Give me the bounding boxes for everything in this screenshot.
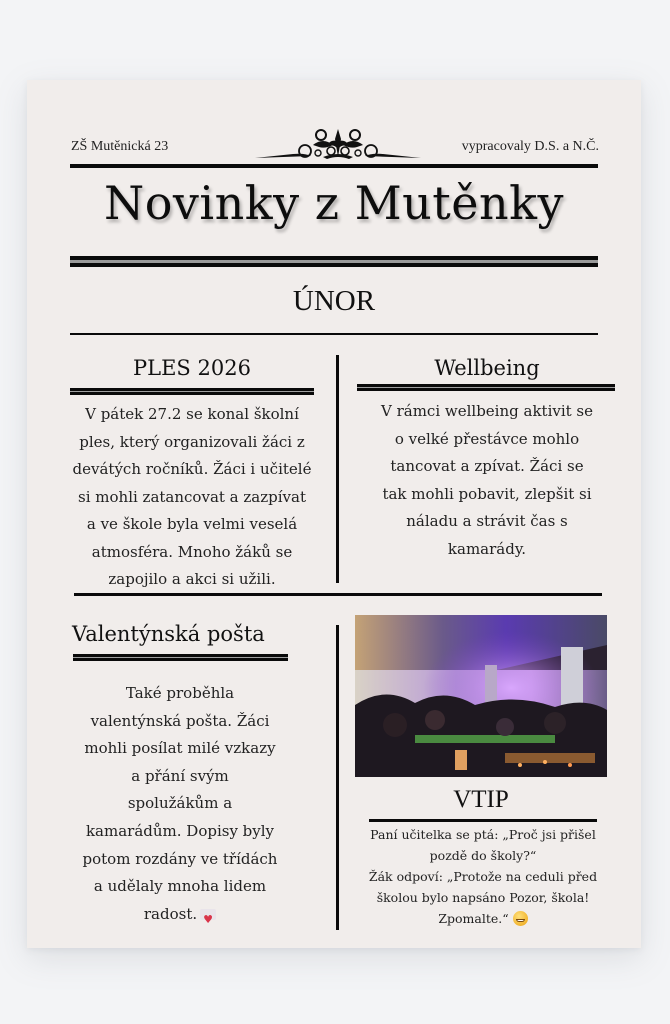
article-body-ples: V pátek 27.2 se konal školní ples, který organizovali žáci z devátých ročníků. Žáci i učitelé si mohli zatancovat a zazpívat a ve škole byla velmi veselá atmosféra. Mnoho žáků se zapojilo a akci si užili. — [72, 405, 312, 588]
ball-photo — [355, 615, 607, 777]
article-rule-vtip — [369, 819, 597, 822]
love-letter-icon — [200, 909, 216, 920]
column-divider-top — [336, 355, 339, 583]
issue-month: ÚNOR — [292, 285, 376, 317]
article-body-vtip: Paní učitelka se ptá: „Proč jsi přišel pozdě do školy?“ Žák odpoví: „Protože na ceduli před školou bylo napsáno Pozor, škola! Zpomalte.“ — [368, 827, 598, 926]
article-body-wellbeing: V rámci wellbeing aktivit se o velké přestávce mohlo tancovat a zpívat. Žáci se tak mohli pobavit, zlepšit si náladu a strávit čas s kamarády. — [380, 402, 594, 558]
article-title-valentyn: Valentýnská pošta — [72, 622, 265, 646]
newsletter-page — [27, 80, 641, 948]
authors-credit: vypracovaly D.S. a N.Č. — [461, 139, 599, 154]
article-body-valentyn: Také proběhla valentýnská pošta. Žáci mohli posílat milé vzkazy a přání svým spolužákům a kamarádům. Dopisy byly potom rozdány ve třídách a udělaly mnoha lidem radost.♥ — [60, 680, 300, 928]
article-title-wellbeing: Wellbeing — [434, 356, 540, 380]
masthead-title: Novinky z Mutěnky — [103, 176, 565, 230]
article-rule-valentyn — [73, 654, 288, 661]
masthead-double-rule — [70, 256, 598, 267]
month-rule — [70, 333, 598, 335]
school-address: ZŠ Mutěnická 23 — [71, 139, 169, 154]
article-title-vtip: VTIP — [453, 786, 509, 813]
article-title-ples: PLES 2026 — [133, 356, 251, 380]
article-rule-wellbeing — [357, 384, 615, 391]
flourish-ornament-icon — [253, 127, 423, 163]
grinning-face-icon — [513, 911, 528, 926]
article-rule-ples — [70, 388, 314, 395]
column-divider-bottom — [336, 625, 339, 930]
header-rule — [70, 164, 598, 168]
mid-rule — [74, 593, 602, 596]
